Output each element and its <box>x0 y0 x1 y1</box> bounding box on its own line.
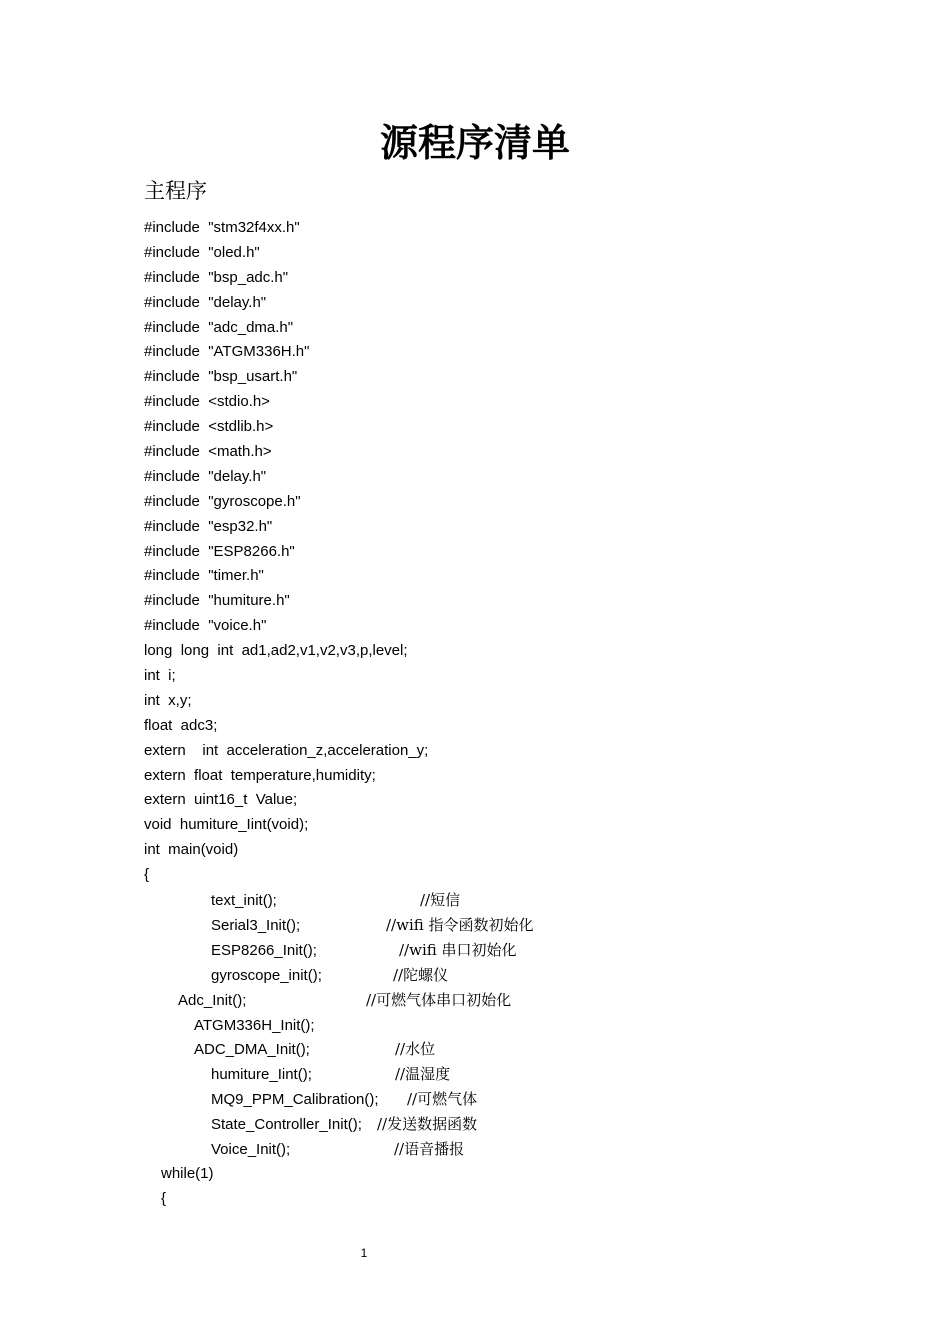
code-line-init <box>144 963 864 988</box>
init-comment: //水位 <box>395 1040 436 1059</box>
code-line-include: #include "delay.h" <box>144 467 267 485</box>
code-line-include: #include "oled.h" <box>144 243 260 261</box>
init-comment: //wifi 指令函数初始化 <box>386 915 534 934</box>
init-call: gyroscope_init(); <box>211 966 322 984</box>
code-line-loop: { <box>161 1189 167 1207</box>
code-line-loop: while(1) <box>161 1164 214 1182</box>
code-line-declaration: int i; <box>144 667 176 685</box>
code-line-init <box>144 1137 864 1162</box>
section-heading: 主程序 <box>144 179 207 203</box>
code-line-include: #include "humiture.h" <box>144 592 290 610</box>
code-line-include: #include "timer.h" <box>144 567 264 585</box>
init-comment: //短信 <box>420 891 461 910</box>
init-comment: //温湿度 <box>395 1065 451 1084</box>
code-line-init <box>144 1037 864 1062</box>
code-line-init <box>144 913 864 938</box>
document-title: 源程序清单 <box>379 120 570 165</box>
code-line-include: #include "delay.h" <box>144 293 267 311</box>
code-line-init <box>144 1062 864 1087</box>
init-call: Adc_Init(); <box>178 991 247 1009</box>
init-call: ATGM336H_Init(); <box>194 1016 315 1034</box>
code-line-include: #include <math.h> <box>144 443 272 461</box>
code-line-include: #include "esp32.h" <box>144 517 273 535</box>
init-call: humiture_Iint(); <box>211 1066 312 1084</box>
code-line-include: #include "stm32f4xx.h" <box>144 219 300 236</box>
code-line-init <box>144 888 864 913</box>
code-line-declaration: int main(void) <box>144 841 239 859</box>
code-line-init <box>144 1087 864 1112</box>
init-comment: //语音播报 <box>394 1139 465 1158</box>
code-line-declaration: float adc3; <box>144 716 218 734</box>
code-line-declaration: extern uint16_t Value; <box>144 791 298 809</box>
code-line-declaration: int x,y; <box>144 691 192 709</box>
init-call: ESP8266_Init(); <box>211 941 317 959</box>
source-code-block <box>144 216 864 1212</box>
code-line-init <box>144 1112 864 1137</box>
code-line-include: #include "bsp_adc.h" <box>144 268 289 286</box>
init-comment: //wifi 串口初始化 <box>399 940 517 959</box>
code-line-declaration: void humiture_Iint(void); <box>144 816 309 834</box>
init-call: ADC_DMA_Init(); <box>194 1041 310 1059</box>
code-line-include: #include "bsp_usart.h" <box>144 368 298 386</box>
init-call: Serial3_Init(); <box>211 916 301 934</box>
code-line-init <box>144 1013 864 1038</box>
code-line-declaration: extern float temperature,humidity; <box>144 766 376 784</box>
init-call: Voice_Init(); <box>211 1140 291 1158</box>
code-line-include: #include <stdlib.h> <box>144 418 274 436</box>
code-line-include: #include "adc_dma.h" <box>144 318 294 336</box>
code-line-include: #include "voice.h" <box>144 617 267 635</box>
code-line-include: #include "gyroscope.h" <box>144 492 301 510</box>
code-line-include: #include "ATGM336H.h" <box>144 343 310 361</box>
code-line-declaration: extern int acceleration_z,acceleration_y; <box>144 741 429 759</box>
code-line-include: #include "ESP8266.h" <box>144 542 295 560</box>
code-line-include: #include <stdio.h> <box>144 393 270 411</box>
code-line-declaration: long long int ad1,ad2,v1,v2,v3,p,level; <box>144 642 408 660</box>
init-comment: //可燃气体串口初始化 <box>366 990 512 1009</box>
code-line-declaration: { <box>144 866 150 884</box>
init-comment: //发送数据函数 <box>377 1115 478 1134</box>
init-call: text_init(); <box>211 892 277 910</box>
page-number: 1 <box>360 1246 368 1260</box>
code-line-init <box>144 938 864 963</box>
init-comment: //陀螺仪 <box>393 965 449 984</box>
code-line-init <box>144 988 864 1013</box>
init-comment: //可燃气体 <box>407 1090 478 1109</box>
init-call: State_Controller_Init(); <box>211 1116 362 1134</box>
init-call: MQ9_PPM_Calibration(); <box>211 1091 379 1109</box>
